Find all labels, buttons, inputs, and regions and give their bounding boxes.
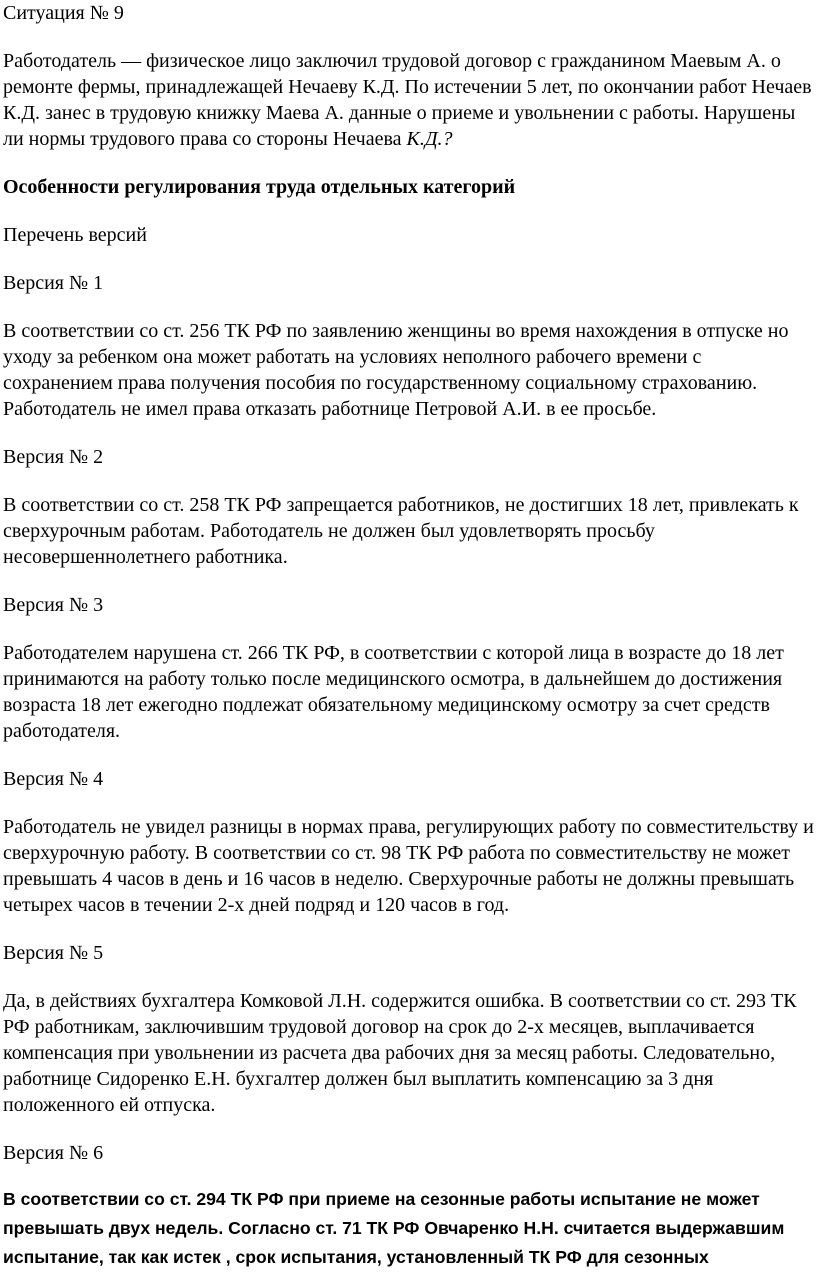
version-6-title: Версия № 6 (3, 1142, 104, 1164)
situation-text (3, 48, 816, 152)
version-5-title: Версия № 5 (3, 942, 104, 964)
version-1-title: Версия № 1 (3, 272, 104, 294)
version-6-text: В соответствии со ст. 294 ТК РФ при приеме на сезонные работы испытание не может превышать двух недель. Согласно ст. 71 ТК РФ Овчаренко Н.Н. считается выдержавшим испытание, так как истек , срок испытания, установленный ТК РФ для сезонных (3, 1189, 785, 1267)
version-5-text: Да, в действиях бухгалтера Комковой Л.Н. содержится ошибка. В соответствии со ст. 293 ТК РФ работникам, заключившим трудовой договор на срок до 2-х месяцев, выплачивается компенсация при увольнении из расчета два рабочих дня за месяц работы. Следовательно, работнице Сидоренко Е.Н. бухгалтер должен был выплатить компенсацию за 3 дня положенного ей отпуска. (3, 990, 797, 1116)
section-heading: Особенности регулирования труда отдельных категорий (3, 176, 516, 198)
version-4-title: Версия № 4 (3, 768, 104, 790)
version-4-text: Работодатель не увидел разницы в нормах права, регулирующих работу по совместительству и сверхурочную работу. В соответствии со ст. 98 ТК РФ работа по совместительству не может превышать 4 часов в день и 16 часов в неделю. Сверхурочные работы не должны превышать четырех часов в течении 2-х дней подряд и 120 часов в год. (3, 816, 814, 916)
versions-list-title: Перечень версий (3, 224, 147, 246)
situation-title: Ситуация № 9 (3, 2, 124, 24)
version-2-title: Версия № 2 (3, 446, 104, 468)
situation-text-main: Работодатель — физическое лицо заключил трудовой договор с гражданином Маевым А. о ремонте фермы, принадлежащей Нечаеву К.Д. По истечении 5 лет, по окончании работ Нечаев К.Д. занес в трудовую книжку Маева А. данные о приеме и увольнении с работы. Нарушены ли нормы трудового права со стороны Нечаева (3, 50, 812, 150)
situation-text-italic: К.Д.? (406, 128, 453, 150)
version-3-text: Работодателем нарушена ст. 266 ТК РФ, в соответствии с которой лица в возрасте до 18 лет принимаются на работу только после медицинского осмотра, в дальнейшем до достижения возраста 18 лет ежегодно подлежат обязательному медицинскому осмотру за счет средств работодателя. (3, 642, 784, 742)
version-3-title: Версия № 3 (3, 594, 104, 616)
version-1-text: В соответствии со ст. 256 ТК РФ по заявлению женщины во время нахождения в отпуске но уходу за ребенком она может работать на условиях неполного рабочего времени с сохранением права получения пособия по государственному социальному страхованию. Работодатель не имел права отказать работнице Петровой А.И. в ее просьбе. (3, 320, 789, 420)
version-2-text: В соответствии со ст. 258 ТК РФ запрещается работников, не достигших 18 лет, привлекать к сверхурочным работам. Работодатель не должен был удовлетворять просьбу несовершеннолетнего работника. (3, 494, 799, 568)
